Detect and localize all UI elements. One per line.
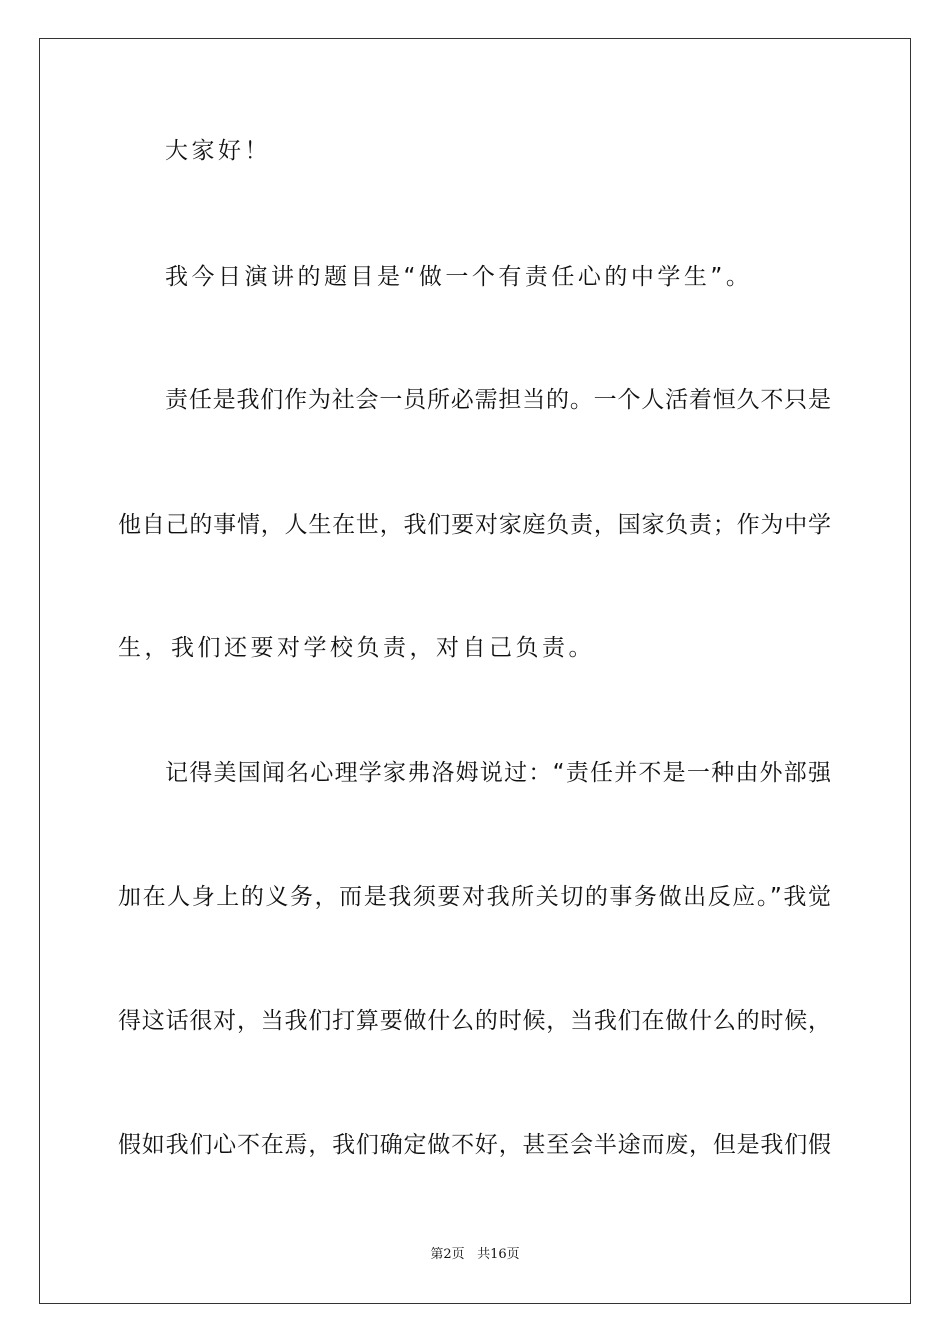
text-line-paragraph-1-line-1: 责任是我们作为社会一员所必需担当的。一个人活着恒久不只是 bbox=[165, 387, 831, 413]
text-line-paragraph-1-line-3: 生，我们还要对学校负责，对自己负责。 bbox=[118, 635, 595, 661]
page-frame bbox=[39, 38, 911, 1304]
text-line-paragraph-2-line-1: 记得美国闻名心理学家弗洛姆说过：“责任并不是一种由外部强 bbox=[165, 760, 831, 786]
text-line-paragraph-2-line-3: 得这话很对，当我们打算要做什么的时候，当我们在做什么的时候， bbox=[118, 1008, 831, 1034]
page-number: 第2页 bbox=[430, 1247, 465, 1262]
text-line-topic: 我今日演讲的题目是“做一个有责任心的中学生”。 bbox=[165, 264, 753, 290]
text-line-paragraph-2-line-2: 加在人身上的义务，而是我须要对我所关切的事务做出反应。”我觉 bbox=[118, 884, 831, 910]
text-line-paragraph-1-line-2: 他自己的事情，人生在世，我们要对家庭负责，国家负责；作为中学 bbox=[118, 512, 831, 538]
text-line-paragraph-2-line-4: 假如我们心不在焉，我们确定做不好，甚至会半途而废，但是我们假 bbox=[118, 1132, 831, 1158]
total-pages: 共16页 bbox=[477, 1247, 520, 1262]
page-footer bbox=[0, 1246, 950, 1264]
text-line-greeting: 大家好！ bbox=[165, 138, 271, 164]
